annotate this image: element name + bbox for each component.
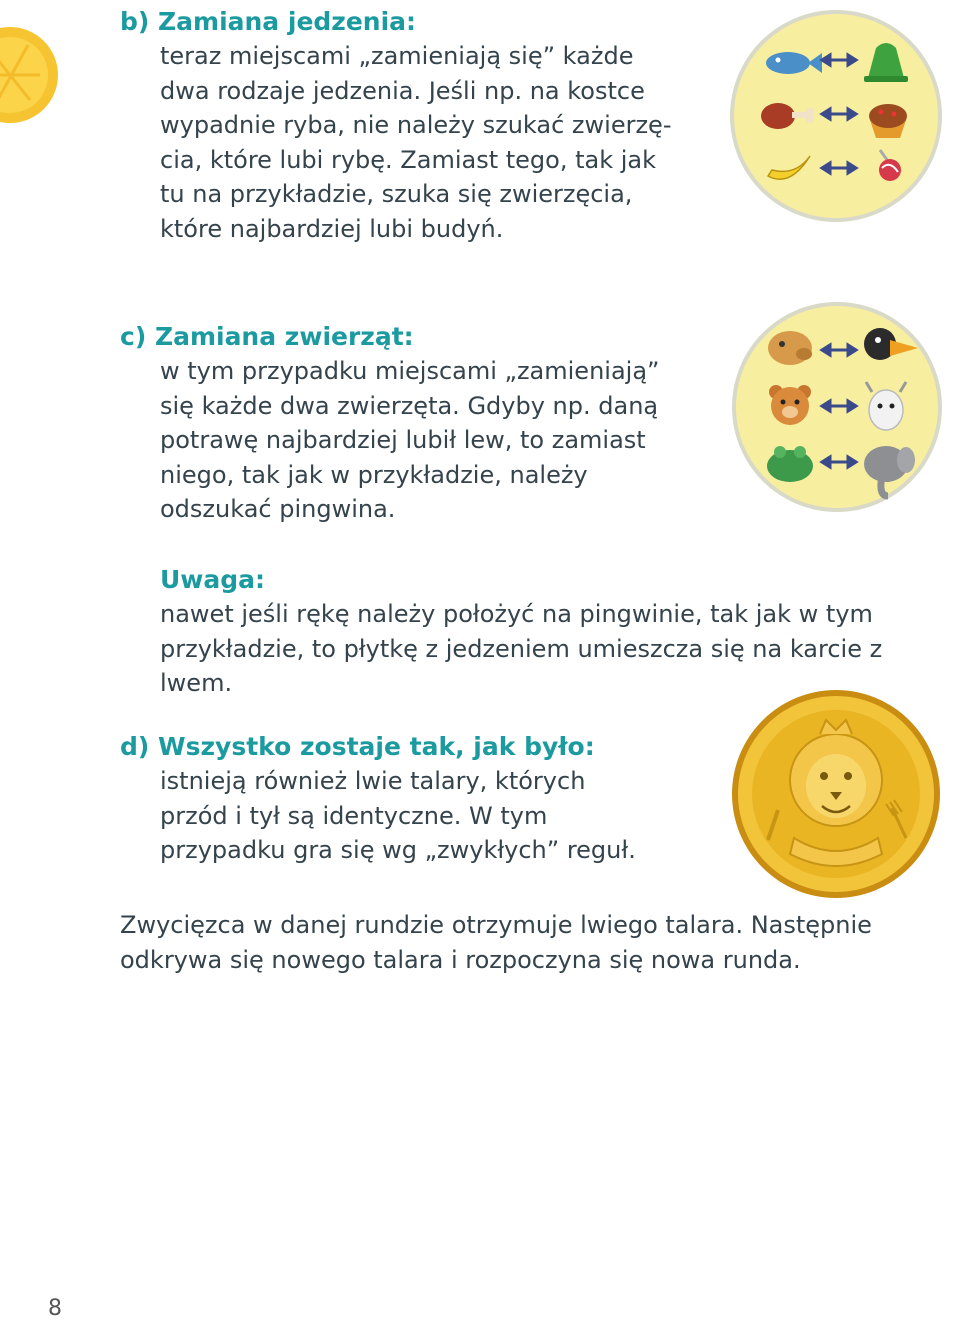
heading-animal-swap: c) Zamiana zwierząt: [120,322,414,351]
text-line: teraz miejscami „zamieniają się” każde [160,42,634,70]
section-unchanged [120,730,700,868]
section-food-swap [120,5,700,246]
text-line: niego, tak jak w przykładzie, należy [160,460,588,489]
heading-note: Uwaga: [160,565,266,594]
text-line: istnieją również lwie talary, których [160,767,586,795]
camel-icon [768,331,812,365]
text-line: w tym przypadku miejscami „zamieniają” [160,357,660,385]
text-food-swap [120,39,700,246]
text-line: potrawę najbardziej lubił lew, to zamiast [160,426,646,454]
text-line: przykładzie, to płytkę z jedzeniem umieszcza się na karcie z [160,634,883,663]
text-line: które najbardziej lubi budyń. [160,214,504,243]
food-swap-disc-illustration [728,8,944,224]
text-line: przypadku gra się wg „zwykłych” reguł. [160,836,636,864]
text-animal-swap [120,354,720,527]
section-note [160,563,940,701]
heading-unchanged: d) Wszystko zostaje tak, jak było: [120,732,595,761]
heading-food-swap: b) Zamiana jedzenia: [120,7,417,36]
page-number: 8 [48,1296,62,1321]
text-line: wypadnie ryba, nie należy szukać zwierzę- [160,111,672,139]
text-line: nawet jeśli rękę należy położyć na pingwinie, tak jak w tym [160,600,873,628]
text-line: dwa rodzaje jedzenia. Jeśli np. na kostce [160,76,645,105]
text-unchanged [120,764,700,868]
animal-swap-disc-illustration [730,300,944,514]
text-line: Zwycięzca w danej rundzie otrzymuje lwiego talara. Następnie [120,911,872,939]
text-line: odszukać pingwina. [160,495,396,523]
text-line: lwem. [160,669,233,697]
lion-coin-illustration [730,688,942,900]
text-line: tu na przykładzie, szuka się zwierzęcia, [160,180,633,208]
text-line: cia, które lubi rybę. Zamiast tego, tak jak [160,145,657,174]
text-line: się każde dwa zwierzęta. Gdyby np. daną [160,391,659,420]
text-line: przód i tył są identyczne. W tym [160,801,548,830]
section-closing [120,908,940,977]
text-note [160,597,940,701]
section-animal-swap [120,320,720,527]
muffin-icon [869,104,907,138]
text-closing [120,908,940,977]
sun-decoration [0,20,60,130]
text-line: odkrywa się nowego talara i rozpoczyna się nowa runda. [120,945,801,974]
